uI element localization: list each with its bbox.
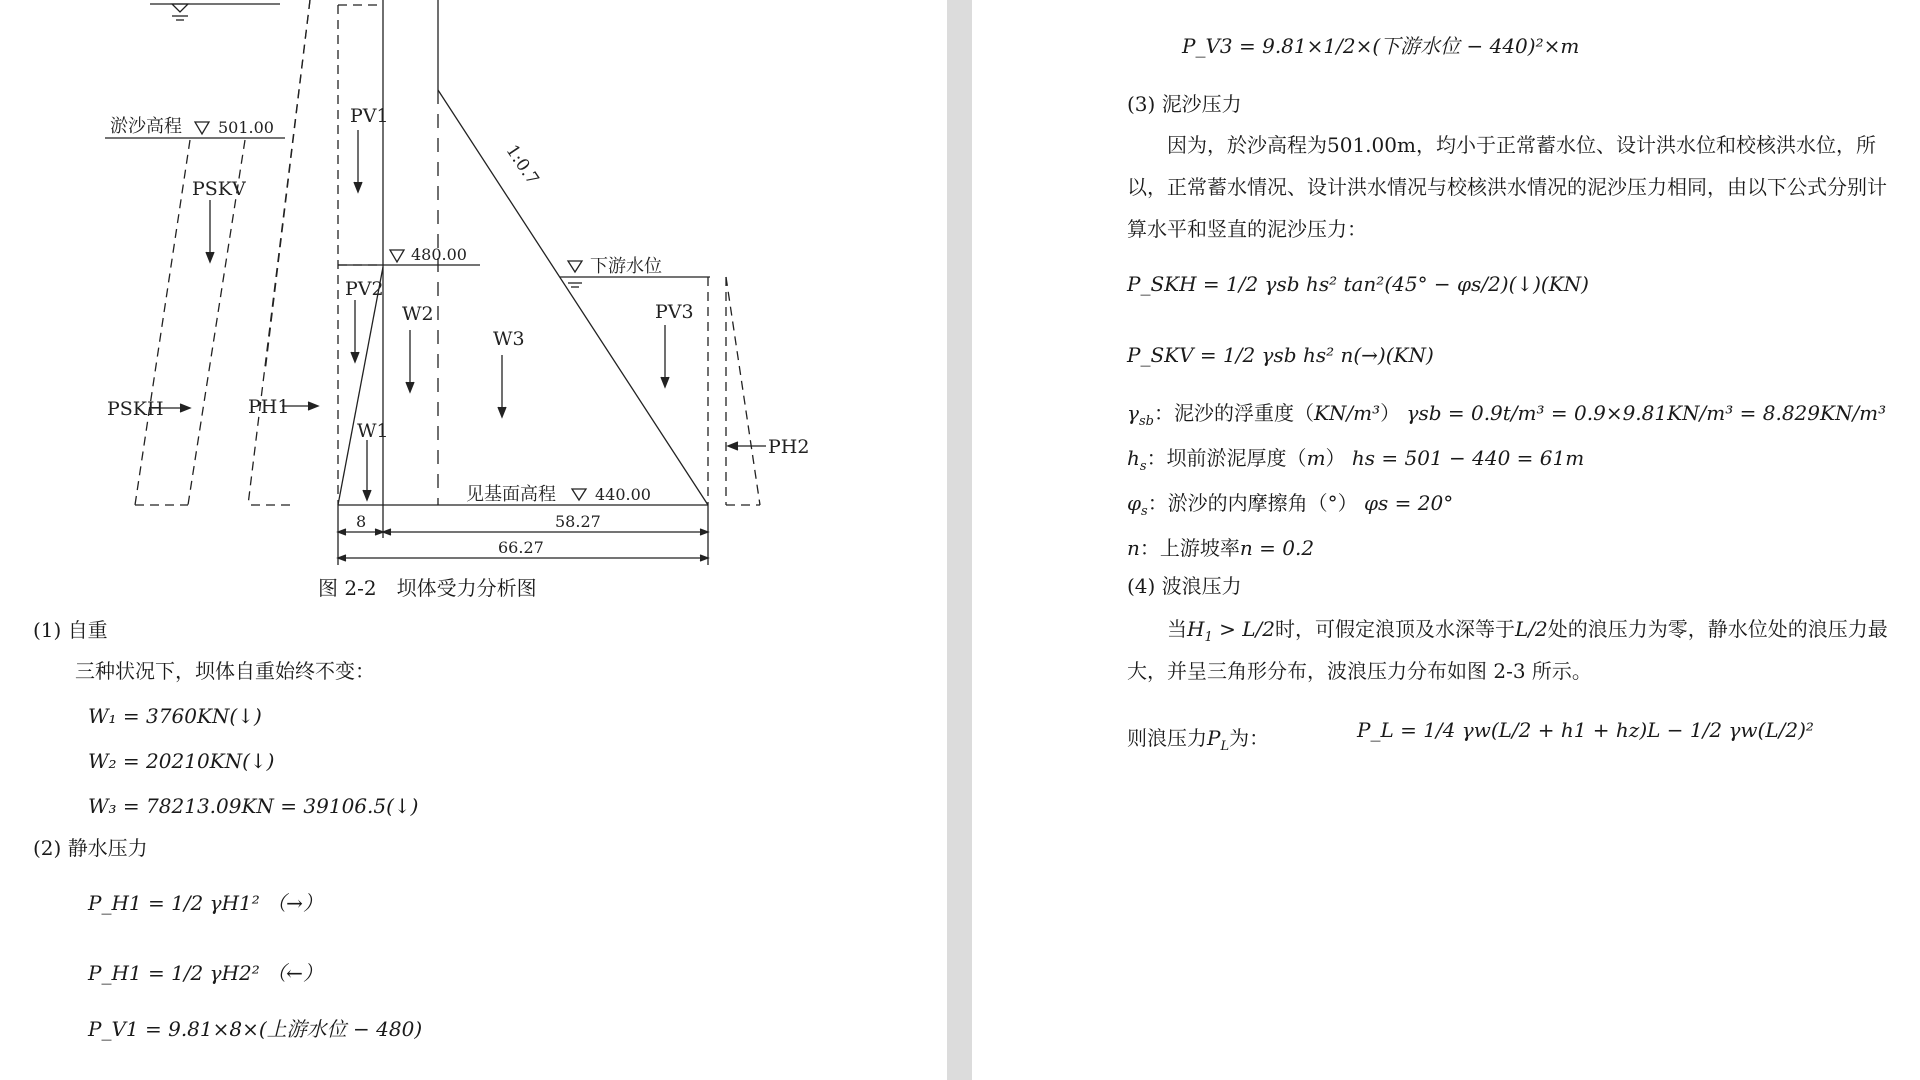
label-base-elevation: 见基面高程 — [466, 484, 556, 505]
wave-paragraph — [1127, 608, 1897, 692]
left-page — [0, 0, 947, 1080]
section-heading-wave: (4) 波浪压力 — [1127, 574, 1242, 598]
phi-equation: φs = 20° — [1364, 491, 1454, 515]
section-heading-silt: (3) 泥沙压力 — [1127, 92, 1242, 116]
dim-66-27: 66.27 — [498, 538, 544, 557]
right-page — [972, 0, 1920, 1080]
phi-symbol: $\varphi_s$ — [1127, 491, 1148, 519]
label-pskv: PSKV — [192, 178, 246, 200]
label-base-elevation-value: 440.00 — [595, 485, 651, 504]
label-pskh: PSKH — [107, 398, 164, 420]
equation-ph1: P_H1 = 1/2 γH1² （→） — [88, 891, 323, 915]
gamma-label: ：泥沙的浮重度（ — [1153, 401, 1314, 425]
label-silt-elevation: 淤沙高程 — [110, 116, 182, 137]
label-ph2: PH2 — [768, 436, 810, 458]
label-w1: W1 — [357, 420, 389, 442]
page-gutter — [947, 0, 972, 1080]
label-ph1: PH1 — [248, 396, 290, 418]
figure-caption: 图 2-2 坝体受力分析图 — [318, 576, 537, 600]
gamma-symbol: $\gamma_{sb}$ — [1127, 401, 1154, 429]
label-silt-elevation-value: 501.00 — [218, 118, 274, 137]
equation-w2: W₂ = 20210KN(↓) — [88, 749, 275, 773]
equation-pskv: P_SKV = 1/2 γsb hs² n(→)(KN) — [1127, 343, 1434, 367]
phi-definition — [1127, 491, 1454, 519]
pl-label: 则浪压力 — [1127, 726, 1207, 750]
wave-pressure-label — [1127, 726, 1270, 754]
section-heading-hydrostatic: (2) 静水压力 — [33, 836, 148, 860]
hs-symbol: $h_s$ — [1127, 446, 1147, 474]
n-label: ：上游坡率 — [1139, 536, 1240, 560]
label-pv3: PV3 — [655, 301, 694, 323]
self-weight-intro: 三种状况下，坝体自重始终不变： — [75, 659, 375, 683]
hs-definition — [1127, 446, 1585, 474]
pl-symbol: $P_L$ — [1207, 726, 1230, 754]
section-heading-self-weight: (1) 自重 — [33, 618, 108, 642]
equation-ph2: P_H1 = 1/2 γH2² （←） — [88, 961, 323, 985]
label-pv2: PV2 — [345, 278, 384, 300]
label-slope: 1:0.7 — [501, 141, 543, 189]
n-symbol: n — [1127, 536, 1140, 560]
hs-label: ：坝前淤泥厚度（ — [1146, 446, 1307, 470]
wave-para-c: 处的浪压力为零，静水位处的浪压力最大，并呈三角形分布，波浪压力分布如图 2-3 所示。 — [1127, 617, 1888, 683]
label-w2: W2 — [402, 303, 434, 325]
wave-para-b: 时，可假定浪顶及水深等于 — [1274, 617, 1515, 641]
pl-label-end: 为： — [1229, 726, 1270, 750]
hs-equation: hs = 501 − 440 = 61m — [1351, 446, 1585, 470]
dim-8: 8 — [356, 512, 367, 531]
hs-close: ） — [1325, 446, 1346, 470]
n-definition — [1127, 536, 1314, 560]
equation-pl: P_L = 1/4 γw(L/2 + h1 + hz)L − 1/2 γw(L/2)² — [1357, 718, 1814, 742]
wave-para-a: 当 — [1167, 617, 1187, 641]
label-downstream-water-level: 下游水位 — [590, 256, 662, 277]
equation-w3: W₃ = 78213.09KN = 39106.5(↓) — [88, 794, 419, 818]
silt-paragraph: 因为，於沙高程为501.00m，均小于正常蓄水位、设计洪水位和校核洪水位，所以，正常蓄水情况、设计洪水情况与校核洪水情况的泥沙压力相同，由以下公式分别计算水平和竖直的泥沙压力： — [1127, 133, 1887, 241]
equation-pskh: P_SKH = 1/2 γsb hs² tan²(45° − φs/2)(↓)(KN) — [1127, 272, 1589, 296]
gamma-definition — [1127, 401, 1887, 429]
n-equation: n = 0.2 — [1239, 536, 1315, 560]
gamma-equation: γsb = 0.9t/m³ = 0.9×9.81KN/m³ = 8.829KN/m³ — [1406, 401, 1887, 425]
label-pv1: PV1 — [350, 105, 389, 127]
equation-pv3: P_V3 = 9.81×1/2×(下游水位 − 440)²×m — [1182, 34, 1580, 58]
phi-label: ：淤沙的内摩擦角（°） — [1147, 491, 1358, 515]
label-elev-480: 480.00 — [411, 245, 467, 264]
gamma-unit: KN/m³ — [1313, 401, 1381, 425]
equation-w1: W₁ = 3760KN(↓) — [88, 704, 262, 728]
hs-unit: m — [1306, 446, 1326, 470]
equation-pv1: P_V1 = 9.81×8×(上游水位 − 480) — [88, 1017, 423, 1041]
dim-58-27: 58.27 — [555, 512, 601, 531]
gamma-close: ） — [1380, 401, 1401, 425]
wave-cond-2: L/2 — [1514, 617, 1548, 641]
dam-force-diagram — [0, 0, 947, 600]
label-w3: W3 — [493, 328, 525, 350]
wave-cond-1: $H_1 > L/2$ — [1187, 617, 1275, 645]
